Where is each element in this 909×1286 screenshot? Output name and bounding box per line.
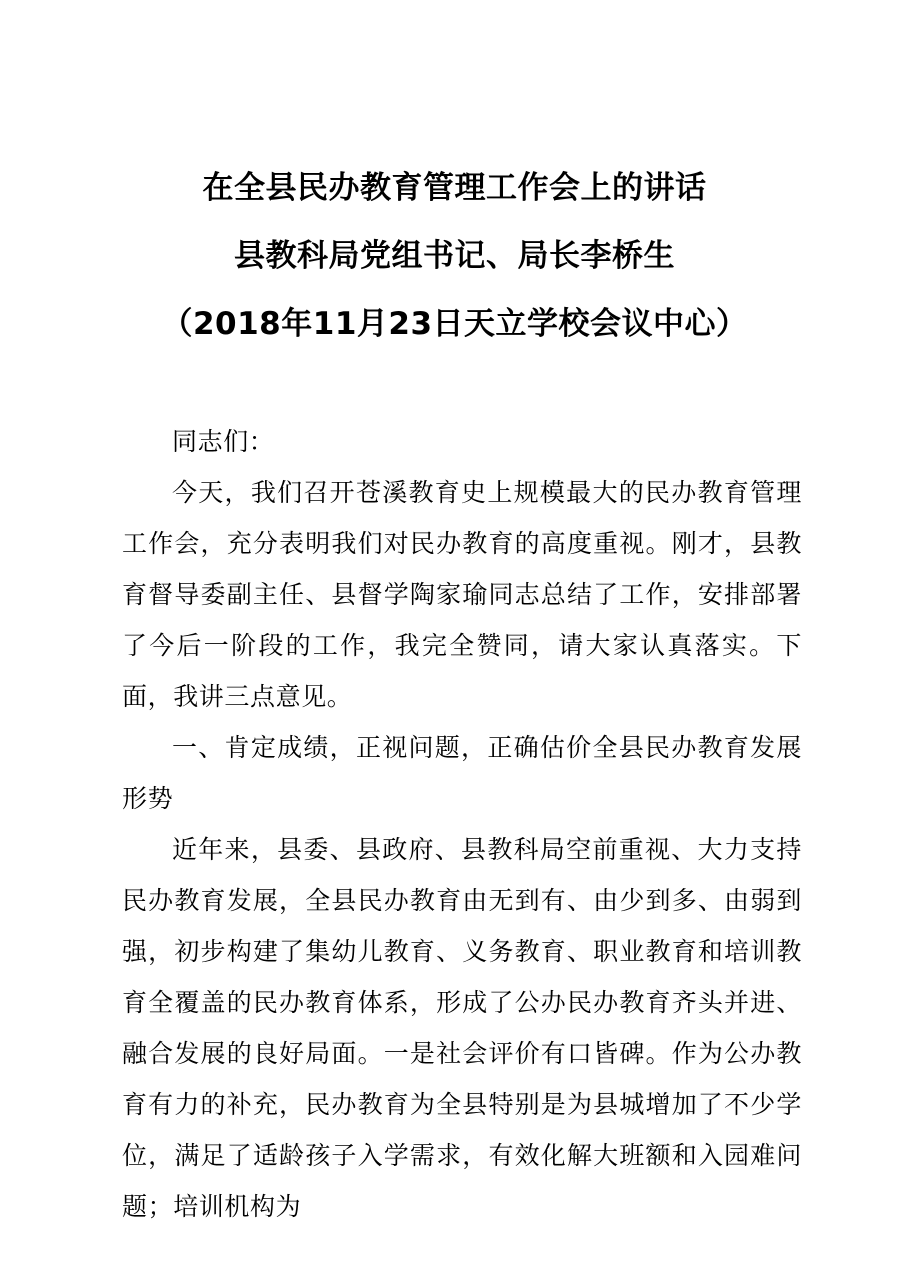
body-paragraph: 今天，我们召开苍溪教育史上规模最大的民办教育管理工作会，充分表明我们对民办教育的高度重视。刚才，县教育督导委副主任、县督学陶家瑜同志总结了工作，安排部署了今后一阶段的工作，我完全赞同，请大家认真落实。下面，我讲三点意见。: [122, 478, 802, 711]
document-title: 在全县民办教育管理工作会上的讲话: [202, 170, 707, 206]
speaker-line: 县教科局党组书记、局长李桥生: [234, 238, 675, 274]
salutation: 同志们：: [172, 427, 275, 456]
section-heading: 一、肯定成绩，正视问题，正确估价全县民办教育发展形势: [122, 733, 802, 813]
occasion-line: （2018年11月23日天立学校会议中心）: [161, 306, 748, 342]
document-header: [0, 160, 909, 364]
body-paragraph: 近年来，县委、县政府、县教科局空前重视、大力支持民办教育发展，全县民办教育由无到有、由少到多、由弱到强，初步构建了集幼儿教育、义务教育、职业教育和培训教育全覆盖的民办教育体系，形成了公办民办教育齐头并进、融合发展的良好局面。一是社会评价有口皆碑。作为公办教育有力的补充，民办教育为全县特别是为县城增加了不少学位，满足了适龄孩子入学需求，有效化解大班额和入园难问题；培训机构为: [122, 835, 802, 1221]
document-body: [122, 416, 802, 1232]
